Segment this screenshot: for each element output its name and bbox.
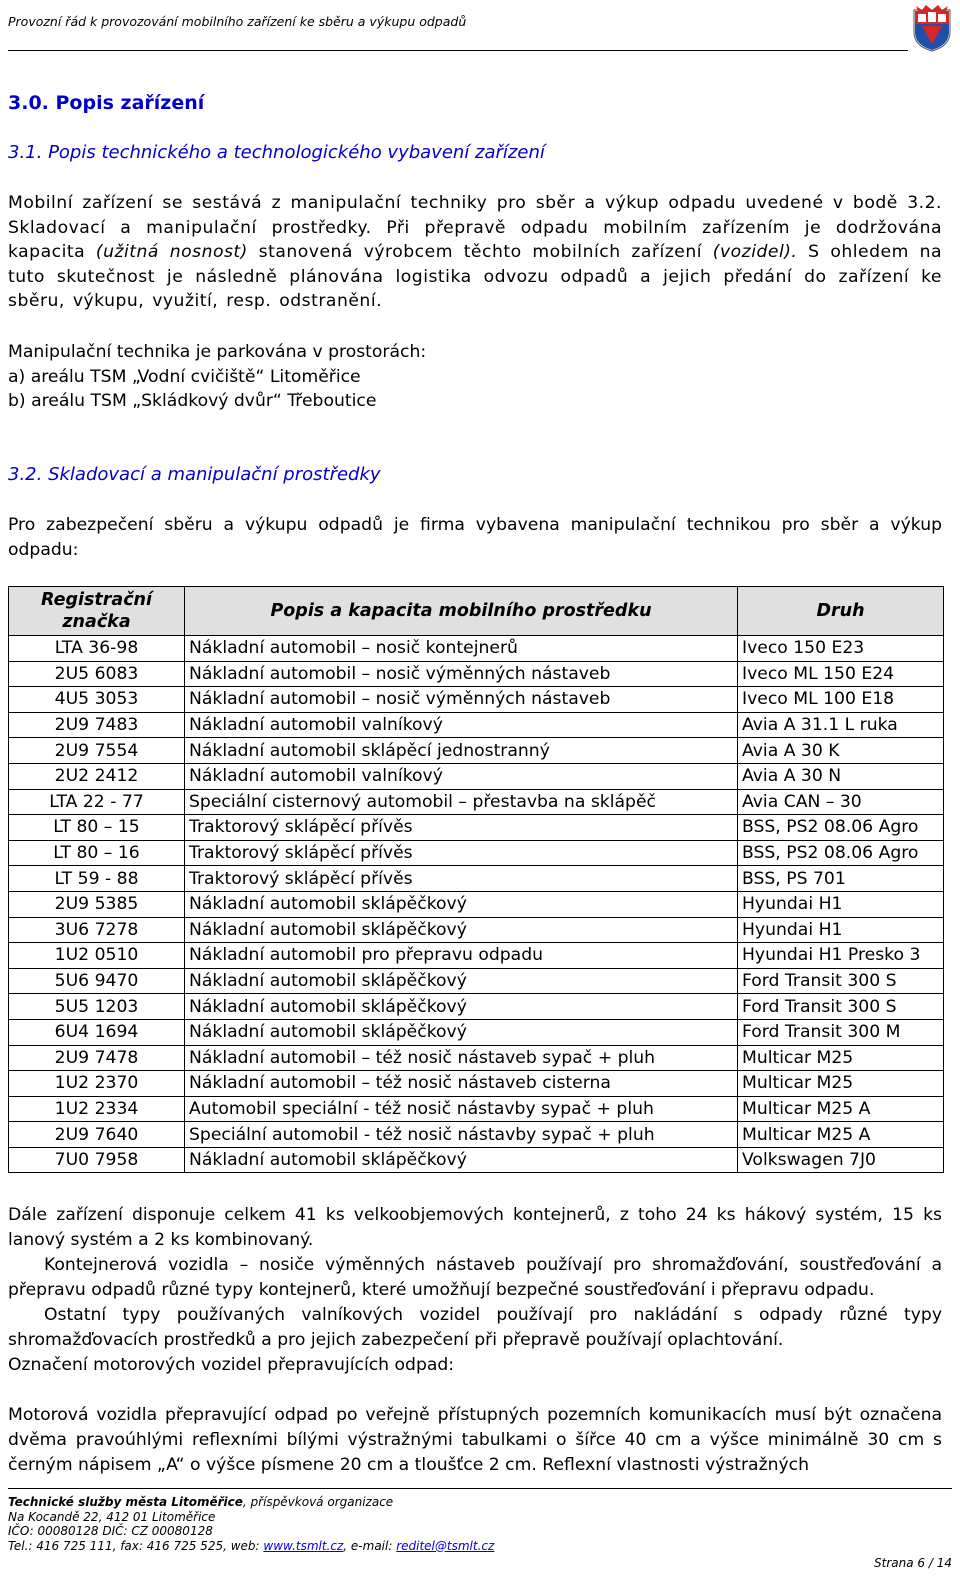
registration-cell: 5U5 1203	[9, 994, 185, 1020]
description-cell: Nákladní automobil sklápěcí jednostranný	[185, 738, 738, 764]
table-row	[9, 815, 944, 841]
type-cell: Multicar M25 A	[738, 1096, 944, 1122]
description-cell: Nákladní automobil pro přepravu odpadu	[185, 943, 738, 969]
column-header-registration: Registrační značka	[9, 587, 185, 636]
column-header-description: Popis a kapacita mobilního prostředku	[185, 587, 738, 636]
vehicle-table-body	[9, 636, 944, 1173]
page-footer	[8, 1488, 952, 1553]
description-cell: Nákladní automobil sklápěčkový	[185, 917, 738, 943]
description-cell: Nákladní automobil sklápěčkový	[185, 994, 738, 1020]
type-cell: Multicar M25	[738, 1045, 944, 1071]
table-row	[9, 891, 944, 917]
registration-cell: 7U0 7958	[9, 1147, 185, 1173]
header-divider	[8, 50, 908, 51]
containers-paragraph: Dále zařízení disponuje celkem 41 ks velkoobjemových kontejnerů, z toho 24 ks hákový systém, 15 ks lanový systém a 2 ks kombinovaný.	[8, 1205, 942, 1250]
description-cell: Nákladní automobil sklápěčkový	[185, 1019, 738, 1045]
description-cell: Nákladní automobil valníkový	[185, 763, 738, 789]
type-cell: Multicar M25 A	[738, 1122, 944, 1148]
type-cell: Iveco ML 100 E18	[738, 687, 944, 713]
section-3-1-paragraph	[8, 191, 942, 314]
table-row	[9, 1147, 944, 1173]
parking-list	[8, 340, 426, 414]
description-cell: Nákladní automobil sklápěčkový	[185, 1147, 738, 1173]
parking-intro: Manipulační technika je parkována v prostorách:	[8, 342, 427, 362]
description-cell: Traktorový sklápěcí přívěs	[185, 866, 738, 892]
document-title: Provozní řád k provozování mobilního zařízení ke sběru a výkupu odpadů	[8, 14, 467, 29]
contact-phones: Tel.: 416 725 111, fax: 416 725 525, web:	[8, 1538, 264, 1553]
email-link[interactable]: reditel@tsmlt.cz	[396, 1538, 495, 1553]
type-cell: Ford Transit 300 S	[738, 968, 944, 994]
section-3-1-heading: 3.1. Popis technického a technologického vybavení zařízení	[8, 142, 545, 163]
italic-term: (vozidel).	[712, 242, 798, 262]
table-row	[9, 866, 944, 892]
email-label: , e-mail:	[343, 1538, 397, 1553]
registration-cell: LTA 22 - 77	[9, 789, 185, 815]
table-row	[9, 994, 944, 1020]
table-row	[9, 1019, 944, 1045]
table-row	[9, 763, 944, 789]
page-header	[8, 0, 952, 54]
marking-paragraph: Motorová vozidla přepravující odpad po veřejně přístupných pozemních komunikacích musí být označena dvěma pravoúhlými reflexními bílými výstražnými tabulkami o šířce 40 cm a výšce minimálně 30 cm s černým nápisem „A“ o výšce písmene 20 cm a tloušťce 2 cm. Reflexní vlastnosti výstražných	[8, 1405, 942, 1475]
table-header-row	[9, 587, 944, 636]
registration-cell: 2U9 7554	[9, 738, 185, 764]
registration-cell: 2U9 7483	[9, 712, 185, 738]
paragraph-text: S ohledem na tuto skutečnost je následně plánována logistika odvozu odpadů a jejich předání do zařízení ke sběru, výkupu, využití, resp. odstranění.	[8, 242, 942, 311]
footer-ids: IČO: 00080128 DIČ: CZ 00080128	[8, 1524, 213, 1538]
registration-cell: 1U2 2370	[9, 1071, 185, 1097]
registration-cell: 6U4 1694	[9, 1019, 185, 1045]
type-cell: BSS, PS 701	[738, 866, 944, 892]
table-row	[9, 1045, 944, 1071]
table-row	[9, 1096, 944, 1122]
type-cell: BSS, PS2 08.06 Agro	[738, 815, 944, 841]
other-vehicles-paragraph: Ostatní typy používaných valníkových vozidel používají pro nakládání s odpady různé typy shromažďovacích prostředků a pro jejich zabezpečení při přepravě používají oplachtování.	[8, 1305, 942, 1350]
registration-cell: LTA 36-98	[9, 636, 185, 662]
paragraph-text: stanovená výrobcem těchto mobilních zařízení	[247, 242, 713, 262]
parking-item: b) areálu TSM „Skládkový dvůr“ Třeboutice	[8, 391, 377, 411]
table-row	[9, 1122, 944, 1148]
parking-item: a) areálu TSM „Vodní cvičiště“ Litoměřice	[8, 366, 361, 387]
page-number: Strana 6 / 14	[874, 1556, 952, 1570]
footer-organization	[8, 1495, 952, 1510]
table-row	[9, 1071, 944, 1097]
table-row	[9, 661, 944, 687]
footer-divider	[8, 1488, 952, 1489]
table-row	[9, 943, 944, 969]
organization-name: Technické služby města Litoměřice	[8, 1495, 243, 1509]
registration-cell: LT 80 – 16	[9, 840, 185, 866]
table-row	[9, 712, 944, 738]
type-cell: Avia A 30 K	[738, 738, 944, 764]
organization-type: , příspěvková organizace	[242, 1495, 394, 1509]
type-cell: Hyundai H1	[738, 891, 944, 917]
description-cell: Traktorový sklápěcí přívěs	[185, 840, 738, 866]
type-cell: Multicar M25	[738, 1071, 944, 1097]
website-link[interactable]: www.tsmlt.cz	[263, 1538, 344, 1553]
registration-cell: 4U5 3053	[9, 687, 185, 713]
section-3-2-heading: 3.2. Skladovací a manipulační prostředky	[8, 464, 381, 485]
type-cell: Volkswagen 7J0	[738, 1147, 944, 1173]
type-cell: Avia CAN – 30	[738, 789, 944, 815]
type-cell: Iveco 150 E23	[738, 636, 944, 662]
footer-address: Na Kocandě 22, 412 01 Litoměřice	[8, 1509, 216, 1524]
footer-contact	[8, 1539, 952, 1554]
registration-cell: 2U9 5385	[9, 891, 185, 917]
type-cell: Avia A 31.1 L ruka	[738, 712, 944, 738]
registration-cell: 1U2 2334	[9, 1096, 185, 1122]
registration-cell: 2U5 6083	[9, 661, 185, 687]
type-cell: Ford Transit 300 M	[738, 1019, 944, 1045]
type-cell: Ford Transit 300 S	[738, 994, 944, 1020]
type-cell: BSS, PS2 08.06 Agro	[738, 840, 944, 866]
type-cell: Avia A 30 N	[738, 763, 944, 789]
container-vehicles-paragraph: Kontejnerová vozidla – nosiče výměnných nástaveb používají pro shromažďování, soustřeďování a přepravu odpadů různé typy kontejnerů, které umožňují bezpečné soustřeďování i přepravu odpadu.	[8, 1255, 942, 1300]
description-cell: Nákladní automobil sklápěčkový	[185, 891, 738, 917]
paragraph-text: Při přepravě odpadu mobilním zařízením je dodržována kapacita	[8, 217, 942, 262]
marking-heading: Označení motorových vozidel přepravujících odpad:	[8, 1355, 455, 1375]
description-cell: Nákladní automobil – nosič výměnných nástaveb	[185, 661, 738, 687]
paragraph-text: Mobilní zařízení se sestává z manipulační techniky pro sběr a výkup odpadu uvedené v bodě 3.2. Skladovací a manipulační prostředky.	[8, 193, 942, 238]
section-3-2-intro: Pro zabezpečení sběru a výkupu odpadů je firma vybavena manipulační technikou pro sběr a výkup odpadu:	[8, 515, 942, 560]
registration-cell: 2U2 2412	[9, 763, 185, 789]
registration-cell: 2U9 7478	[9, 1045, 185, 1071]
description-cell: Nákladní automobil – nosič kontejnerů	[185, 636, 738, 662]
table-row	[9, 687, 944, 713]
description-cell: Nákladní automobil – též nosič nástaveb sypač + pluh	[185, 1045, 738, 1071]
type-cell: Hyundai H1	[738, 917, 944, 943]
registration-cell: LT 59 - 88	[9, 866, 185, 892]
description-cell: Nákladní automobil sklápěčkový	[185, 968, 738, 994]
column-header-type: Druh	[738, 587, 944, 636]
table-row	[9, 840, 944, 866]
table-row	[9, 636, 944, 662]
description-cell: Traktorový sklápěcí přívěs	[185, 815, 738, 841]
italic-term: (užitná nosnost)	[95, 242, 248, 262]
registration-cell: 3U6 7278	[9, 917, 185, 943]
after-table-text	[8, 1203, 942, 1478]
registration-cell: 1U2 0510	[9, 943, 185, 969]
vehicle-table	[8, 586, 944, 1173]
description-cell: Nákladní automobil – nosič výměnných nástaveb	[185, 687, 738, 713]
table-row	[9, 968, 944, 994]
type-cell: Iveco ML 150 E24	[738, 661, 944, 687]
registration-cell: LT 80 – 15	[9, 815, 185, 841]
table-row	[9, 917, 944, 943]
type-cell: Hyundai H1 Presko 3	[738, 943, 944, 969]
table-row	[9, 789, 944, 815]
description-cell: Speciální cisternový automobil – přestavba na sklápěč	[185, 789, 738, 815]
description-cell: Nákladní automobil valníkový	[185, 712, 738, 738]
litomerice-crest-icon	[912, 4, 952, 52]
registration-cell: 5U6 9470	[9, 968, 185, 994]
description-cell: Automobil speciální - též nosič nástavby sypač + pluh	[185, 1096, 738, 1122]
description-cell: Nákladní automobil – též nosič nástaveb cisterna	[185, 1071, 738, 1097]
description-cell: Speciální automobil - též nosič nástavby sypač + pluh	[185, 1122, 738, 1148]
section-3-0-heading: 3.0. Popis zařízení	[8, 92, 205, 114]
registration-cell: 2U9 7640	[9, 1122, 185, 1148]
table-row	[9, 738, 944, 764]
